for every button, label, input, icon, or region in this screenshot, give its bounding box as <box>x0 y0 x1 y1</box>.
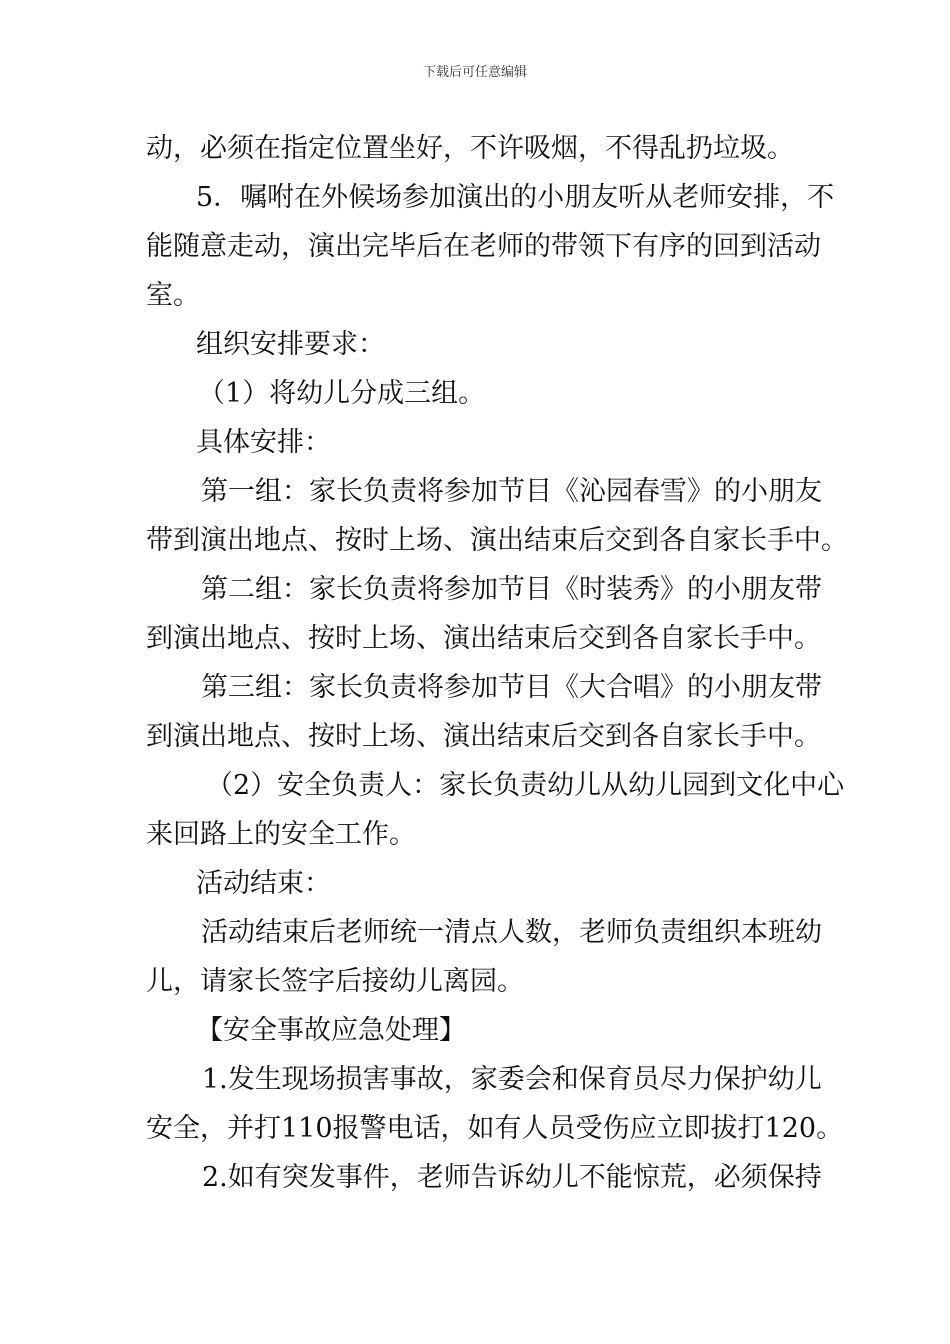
paragraph-line: 到演出地点、按时上场、演出结束后交到各自家长手中。 <box>146 623 821 654</box>
paragraph-line: 第二组：家长负责将参加节目《时装秀》的小朋友带 <box>201 574 822 605</box>
paragraph-line: 第三组：家长负责将参加节目《大合唱》的小朋友带 <box>201 672 822 703</box>
paragraph-line: 5．嘱咐在外候场参加演出的小朋友听从老师安排，不 <box>196 182 835 213</box>
paragraph-line: 活动结束后老师统一清点人数，老师负责组织本班幼 <box>201 917 822 948</box>
section-heading: 具体安排： <box>196 427 331 458</box>
list-item: 2.如有突发事件，老师告诉幼儿不能惊荒，必须保持 <box>202 1162 822 1193</box>
paragraph-line: 儿，请家长签字后接幼儿离园。 <box>146 966 524 997</box>
paragraph-line: 动，必须在指定位置坐好，不许吸烟，不得乱扔垃圾。 <box>146 133 794 164</box>
paragraph-line: 到演出地点、按时上场、演出结束后交到各自家长手中。 <box>146 721 821 752</box>
section-heading: 【安全事故应急处理】 <box>196 1015 466 1046</box>
document-body <box>146 124 848 1202</box>
paragraph-line: 来回路上的安全工作。 <box>146 819 416 850</box>
list-item: （1）将幼儿分成三组。 <box>198 378 486 409</box>
paragraph-line: 第一组：家长负责将参加节目《沁园春雪》的小朋友 <box>201 476 822 507</box>
paragraph-line: 安全，并打110报警电话，如有人员受伤应立即拔打120。 <box>146 1113 844 1144</box>
paragraph-line: 能随意走动，演出完毕后在老师的带领下有序的回到活动 <box>146 231 821 262</box>
paragraph-line: 室。 <box>146 280 200 311</box>
section-heading: 组织安排要求： <box>196 329 385 360</box>
paragraph-line: 带到演出地点、按时上场、演出结束后交到各自家长手中。 <box>146 525 848 556</box>
list-item: （2）安全负责人：家长负责幼儿从幼儿园到文化中心 <box>206 770 845 801</box>
list-item: 1.发生现场损害事故，家委会和保育员尽力保护幼儿 <box>202 1064 822 1095</box>
page-header: 下载后可任意编辑 <box>422 65 527 80</box>
section-heading: 活动结束： <box>196 868 331 899</box>
